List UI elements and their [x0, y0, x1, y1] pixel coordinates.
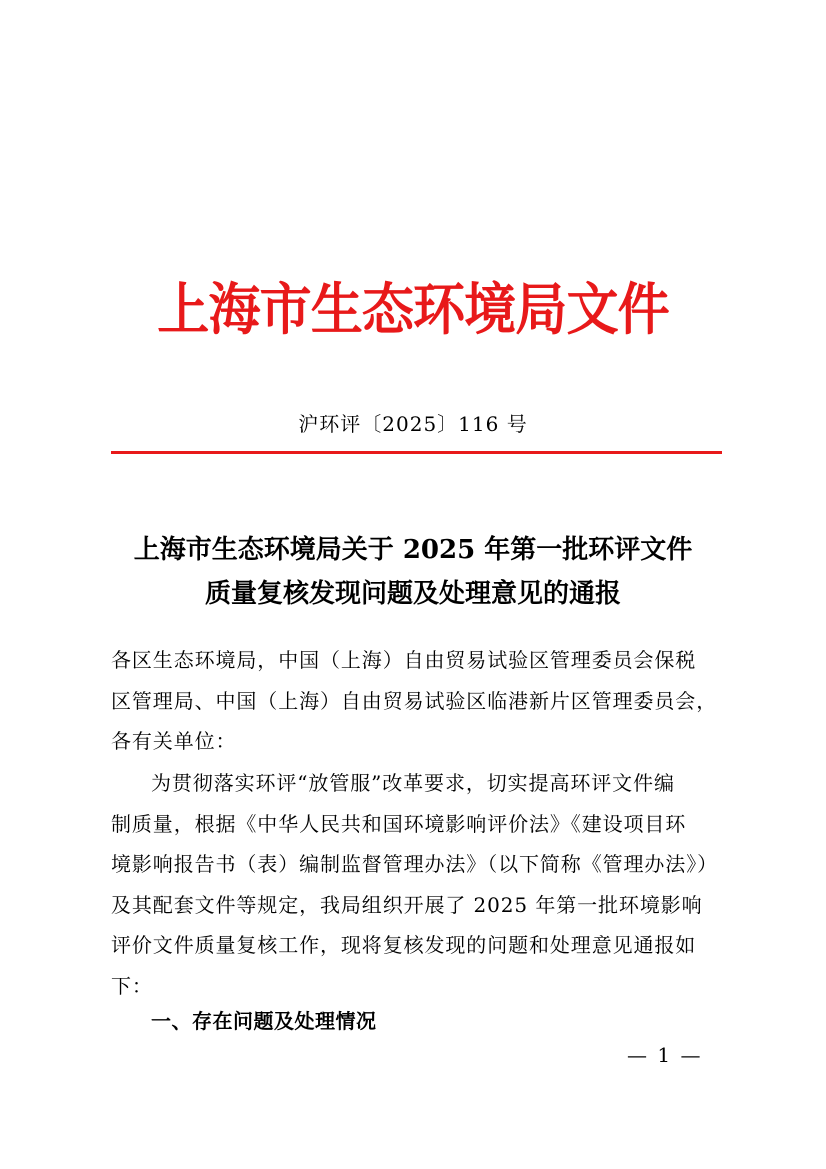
- salutation: [111, 640, 722, 762]
- body-paragraph: [111, 763, 722, 1006]
- body-line: 及其配套文件等规定，我局组织开展了 2025 年第一批环境影响: [111, 892, 703, 917]
- salutation-line: 区管理局、中国（上海）自由贸易试验区临港新片区管理委员会，: [111, 688, 718, 713]
- notice-title: [0, 528, 826, 616]
- notice-title-line-1: 上海市生态环境局关于 2025 年第一批环评文件: [133, 535, 693, 565]
- body-line: 下：: [111, 973, 153, 998]
- body-line: 制质量，根据《中华人民共和国环境影响评价法》《建设项目环: [111, 811, 687, 836]
- page-number: — 1 —: [627, 1043, 703, 1067]
- body-line: 境影响报告书（表）编制监督管理办法》（以下简称《管理办法》）: [111, 852, 718, 876]
- red-divider-line: [111, 451, 722, 454]
- issuer-title: 上海市生态环境局文件: [157, 277, 669, 343]
- notice-title-line-2: 质量复核发现问题及处理意见的通报: [204, 579, 621, 609]
- body-line: 评价文件质量复核工作，现将复核发现的问题和处理意见通报如: [111, 933, 697, 957]
- salutation-line: 各区生态环境局，中国（上海）自由贸易试验区管理委员会保税: [111, 648, 697, 672]
- document-number: 沪环评〔2025〕116 号: [298, 412, 528, 436]
- salutation-line: 各有关单位：: [111, 729, 237, 753]
- section-heading: 一、存在问题及处理情况: [151, 1009, 377, 1033]
- body-line: 为贯彻落实环评“放管服”改革要求，切实提高环评文件编: [151, 771, 675, 795]
